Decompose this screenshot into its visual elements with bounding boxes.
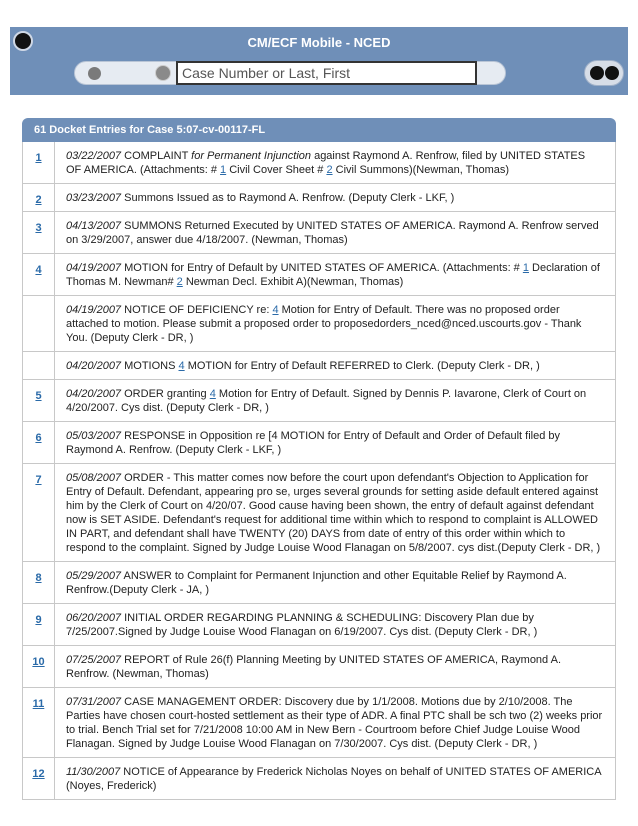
entry-description: MOTION for Entry of Default by UNITED STATES OF AMERICA. (Attachments: # bbox=[121, 262, 523, 274]
entry-number-link[interactable]: 8 bbox=[23, 562, 55, 603]
clear-icon[interactable] bbox=[155, 65, 171, 81]
entry-text bbox=[55, 212, 615, 253]
entry-description: ANSWER to Complaint for Permanent Injunction and other Equitable Relief by Raymond A. Renfrow.(Deputy Clerk - JA, ) bbox=[66, 570, 567, 596]
entry-text bbox=[55, 380, 615, 421]
entry-text bbox=[55, 254, 615, 295]
entry-number-link[interactable]: 1 bbox=[23, 142, 55, 183]
entry-description: Motion for Entry of Default. Signed by Dennis P. Iavarone, Clerk of Court on 4/20/2007. Cys dist. (Deputy Clerk - DR, ) bbox=[66, 388, 587, 414]
entry-description: REPORT of Rule 26(f) Planning Meeting by UNITED STATES OF AMERICA, Raymond A. Renfrow. (Newman, Thomas) bbox=[66, 654, 562, 680]
entry-description: RESPONSE in Opposition re [4 MOTION for Entry of Default and Order of Default filed by Raymond A. Renfrow. (Deputy Clerk - LKF, ) bbox=[66, 430, 561, 456]
document-ref-link[interactable]: 4 bbox=[178, 360, 185, 372]
entry-description: SUMMONS Returned Executed by UNITED STATES OF AMERICA. Raymond A. Renfrow served on 3/29/2007, answer due 4/18/2007. (Newman, Thomas) bbox=[66, 220, 599, 246]
entry-number-link[interactable]: 6 bbox=[23, 422, 55, 463]
entry-description: ORDER - This matter comes now before the court upon defendant's Objection to Application for Entry of Default. Defendant, appearing pro se, urges several grounds for setting aside default entered against him by the Clerk of Court on 4/20/07. Good cause having been shown, the entry of default against defendant now is SET ASIDE. Defendant's request for additional time within which to respond to complaint is ALLOWED IN PART, and defendant shall have TWENTY (20) DAYS from date of entry of this order within which to respond to the complaint. Signed by Judge Louise Wood Flanagan on 5/8/2007. cys dist.(Deputy Clerk - DR, ) bbox=[66, 472, 601, 554]
docket-heading: 61 Docket Entries for Case 5:07-cv-00117-FL bbox=[22, 118, 616, 142]
docket-entry bbox=[23, 184, 615, 212]
entry-description: Civil Summons)(Newman, Thomas) bbox=[332, 164, 510, 176]
docket-entry bbox=[23, 562, 615, 604]
docket-entry bbox=[23, 212, 615, 254]
entry-date: 03/22/2007 bbox=[66, 150, 122, 162]
go-icon bbox=[605, 66, 619, 80]
entry-description: CASE MANAGEMENT ORDER: Discovery due by 1/1/2008. Motions due by 2/10/2008. The Parties have chosen court-hosted settlement as their type of ADR. A final PTC shall be sch two (2) weeks prior to trial. Bench Trial set for 7/21/2008 10:00 AM in New Bern - Courtroom before Chief Judge Louise Wood Flanagan. Signed by Judge Louise Wood Flanagan on 7/30/2007. Cys dist. (Deputy Clerk - DR, ) bbox=[66, 696, 603, 750]
entry-description: Motion for Entry of Default. There was no proposed order attached to motion. Please submit a proposed order to proposedorders_nced@nced.uscourts.gov - Thank You. (Deputy Clerk - DR, ) bbox=[66, 304, 582, 344]
entry-date: 04/19/2007 bbox=[66, 262, 122, 274]
entry-number-link[interactable]: 2 bbox=[23, 184, 55, 211]
entry-text bbox=[55, 422, 615, 463]
app-title: CM/ECF Mobile - NCED bbox=[247, 35, 391, 50]
entry-description: Civil Cover Sheet # bbox=[226, 164, 327, 176]
entry-number-link bbox=[23, 352, 55, 379]
docket-entries bbox=[22, 142, 616, 800]
entry-description: for Permanent Injunction bbox=[191, 150, 312, 162]
entry-text bbox=[55, 142, 615, 183]
docket-entry bbox=[23, 604, 615, 646]
docket-entry bbox=[23, 296, 615, 352]
entry-number-link bbox=[23, 296, 55, 351]
document-ref-link[interactable]: 1 bbox=[220, 164, 227, 176]
entry-number-link[interactable]: 3 bbox=[23, 212, 55, 253]
entry-date: 05/03/2007 bbox=[66, 430, 122, 442]
entry-description: NOTICE OF DEFICIENCY re: bbox=[121, 304, 273, 316]
docket-entry bbox=[23, 142, 615, 184]
entry-description: MOTION for Entry of Default REFERRED to Clerk. (Deputy Clerk - DR, ) bbox=[184, 360, 540, 372]
entry-number-link[interactable]: 12 bbox=[23, 758, 55, 799]
entry-text bbox=[55, 688, 615, 757]
docket-entry bbox=[23, 380, 615, 422]
docket-panel bbox=[22, 118, 616, 800]
search-go-button[interactable] bbox=[584, 60, 624, 86]
entry-number-link[interactable]: 10 bbox=[23, 646, 55, 687]
entry-date: 07/25/2007 bbox=[66, 654, 122, 666]
entry-text bbox=[55, 296, 615, 351]
docket-entry bbox=[23, 464, 615, 562]
entry-date: 03/23/2007 bbox=[66, 192, 122, 204]
search-bar bbox=[74, 61, 506, 85]
docket-entry bbox=[23, 646, 615, 688]
entry-number-link[interactable]: 5 bbox=[23, 380, 55, 421]
entry-text bbox=[55, 184, 615, 211]
entry-description: Summons Issued as to Raymond A. Renfrow. (Deputy Clerk - LKF, ) bbox=[121, 192, 455, 204]
entry-text bbox=[55, 646, 615, 687]
entry-text bbox=[55, 352, 615, 379]
document-ref-link[interactable]: 2 bbox=[176, 276, 183, 288]
docket-entry bbox=[23, 254, 615, 296]
go-icon bbox=[590, 66, 604, 80]
entry-number-link[interactable]: 9 bbox=[23, 604, 55, 645]
document-ref-link[interactable]: 1 bbox=[522, 262, 529, 274]
document-ref-link[interactable]: 4 bbox=[272, 304, 279, 316]
entry-date: 05/08/2007 bbox=[66, 472, 122, 484]
entry-date: 11/30/2007 bbox=[66, 766, 121, 778]
entry-text bbox=[55, 562, 615, 603]
docket-entry bbox=[23, 758, 615, 800]
document-ref-link[interactable]: 4 bbox=[209, 388, 216, 400]
entry-number-link[interactable]: 4 bbox=[23, 254, 55, 295]
entry-description: ORDER granting bbox=[121, 388, 210, 400]
entry-description: Declaration of Thomas M. Newman# bbox=[66, 262, 600, 288]
entry-date: 06/20/2007 bbox=[66, 612, 122, 624]
entry-number-link[interactable]: 11 bbox=[23, 688, 55, 757]
entry-date: 05/29/2007 bbox=[66, 570, 122, 582]
entry-number-link[interactable]: 7 bbox=[23, 464, 55, 561]
search-input[interactable] bbox=[176, 61, 477, 85]
document-ref-link[interactable]: 2 bbox=[326, 164, 333, 176]
entry-description: INITIAL ORDER REGARDING PLANNING & SCHEDULING: Discovery Plan due by 7/25/2007.Signed by Judge Louise Wood Flanagan on 6/19/2007. Cys dist. (Deputy Clerk - DR, ) bbox=[66, 612, 538, 638]
header-bar bbox=[10, 27, 628, 95]
search-icon bbox=[88, 67, 101, 80]
entry-description: against Raymond A. Renfrow, filed by UNITED STATES OF AMERICA. (Attachments: # bbox=[66, 150, 586, 176]
docket-entry bbox=[23, 688, 615, 758]
entry-description: MOTIONS bbox=[121, 360, 179, 372]
entry-text bbox=[55, 464, 615, 561]
entry-date: 07/31/2007 bbox=[66, 696, 122, 708]
entry-date: 04/13/2007 bbox=[66, 220, 122, 232]
entry-text bbox=[55, 758, 615, 799]
docket-entry bbox=[23, 352, 615, 380]
entry-text bbox=[55, 604, 615, 645]
entry-date: 04/19/2007 bbox=[66, 304, 122, 316]
entry-description: Newman Decl. Exhibit A)(Newman, Thomas) bbox=[182, 276, 404, 288]
entry-date: 04/20/2007 bbox=[66, 388, 122, 400]
entry-description: NOTICE of Appearance by Frederick Nicholas Noyes on behalf of UNITED STATES OF AMERICA (Noyes, Frederick) bbox=[66, 766, 601, 792]
docket-entry bbox=[23, 422, 615, 464]
entry-description: COMPLAINT bbox=[121, 150, 192, 162]
entry-date: 04/20/2007 bbox=[66, 360, 122, 372]
